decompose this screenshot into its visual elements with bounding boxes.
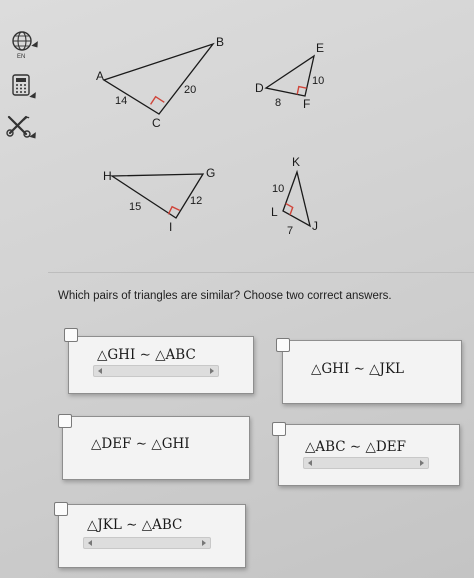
option-label: △JKL ∼ △ABC bbox=[87, 517, 183, 533]
question-text: Which pairs of triangles are similar? Choose two correct answers. bbox=[58, 290, 392, 302]
side-label-gi: 12 bbox=[190, 195, 203, 207]
horizontal-scrollbar[interactable] bbox=[93, 365, 219, 377]
triangle-figures bbox=[48, 0, 474, 270]
side-label-hi: 15 bbox=[129, 201, 142, 213]
vertex-label-g: G bbox=[206, 166, 216, 180]
horizontal-scrollbar[interactable] bbox=[83, 537, 211, 549]
answer-option-5[interactable] bbox=[58, 504, 246, 568]
calculator-icon bbox=[12, 74, 30, 96]
side-label-ef: 10 bbox=[312, 75, 325, 87]
answer-option-4[interactable] bbox=[278, 424, 460, 486]
language-label: EN bbox=[17, 54, 26, 60]
vertex-label-j: J bbox=[312, 219, 318, 233]
scroll-right-icon[interactable] bbox=[420, 460, 424, 466]
answer-option-1[interactable] bbox=[68, 336, 254, 394]
section-divider bbox=[48, 272, 474, 273]
answer-option-3[interactable] bbox=[62, 416, 250, 480]
side-label-bc: 20 bbox=[184, 84, 197, 96]
scroll-left-icon[interactable] bbox=[98, 368, 102, 374]
tools-icon bbox=[6, 114, 32, 138]
option-checkbox-4[interactable] bbox=[272, 422, 286, 436]
right-angle-marker bbox=[151, 97, 165, 105]
triangle-def bbox=[255, 41, 324, 111]
vertex-label-e: E bbox=[316, 41, 325, 55]
scroll-left-icon[interactable] bbox=[88, 540, 92, 546]
option-checkbox-1[interactable] bbox=[64, 328, 78, 342]
vertex-label-d: D bbox=[255, 81, 264, 95]
right-angle-marker bbox=[168, 207, 179, 215]
option-label: △GHI ∼ △JKL bbox=[311, 361, 405, 377]
side-label-df: 8 bbox=[275, 97, 282, 109]
option-checkbox-5[interactable] bbox=[54, 502, 68, 516]
scroll-right-icon[interactable] bbox=[202, 540, 206, 546]
tool-sidebar bbox=[0, 0, 48, 578]
calculator-button[interactable] bbox=[10, 74, 38, 102]
option-checkbox-2[interactable] bbox=[276, 338, 290, 352]
answer-option-2[interactable] bbox=[282, 340, 462, 404]
triangle-abc bbox=[96, 35, 224, 130]
vertex-label-h: H bbox=[103, 169, 112, 183]
side-label-ac: 14 bbox=[115, 95, 128, 107]
option-label: △DEF ∼ △GHI bbox=[91, 436, 190, 452]
option-label: △GHI ∼ △ABC bbox=[97, 347, 196, 363]
globe-icon bbox=[11, 30, 33, 52]
chevron-down-icon bbox=[29, 92, 38, 101]
vertex-label-c: C bbox=[152, 116, 161, 130]
language-button[interactable] bbox=[10, 30, 38, 60]
side-label-lj: 7 bbox=[287, 225, 294, 237]
option-label: △ABC ∼ △DEF bbox=[305, 439, 406, 455]
triangle-ghi bbox=[103, 166, 215, 234]
vertex-label-i: I bbox=[169, 220, 173, 234]
tools-button[interactable] bbox=[6, 114, 38, 144]
side-label-kl: 10 bbox=[272, 183, 285, 195]
vertex-label-b: B bbox=[216, 35, 225, 49]
option-checkbox-3[interactable] bbox=[58, 414, 72, 428]
scroll-right-icon[interactable] bbox=[210, 368, 214, 374]
vertex-label-f: F bbox=[303, 97, 311, 111]
vertex-label-k: K bbox=[292, 155, 301, 169]
scroll-left-icon[interactable] bbox=[308, 460, 312, 466]
horizontal-scrollbar[interactable] bbox=[303, 457, 429, 469]
vertex-label-l: L bbox=[271, 205, 278, 219]
triangle-jkl bbox=[271, 155, 318, 237]
vertex-label-a: A bbox=[96, 69, 105, 83]
